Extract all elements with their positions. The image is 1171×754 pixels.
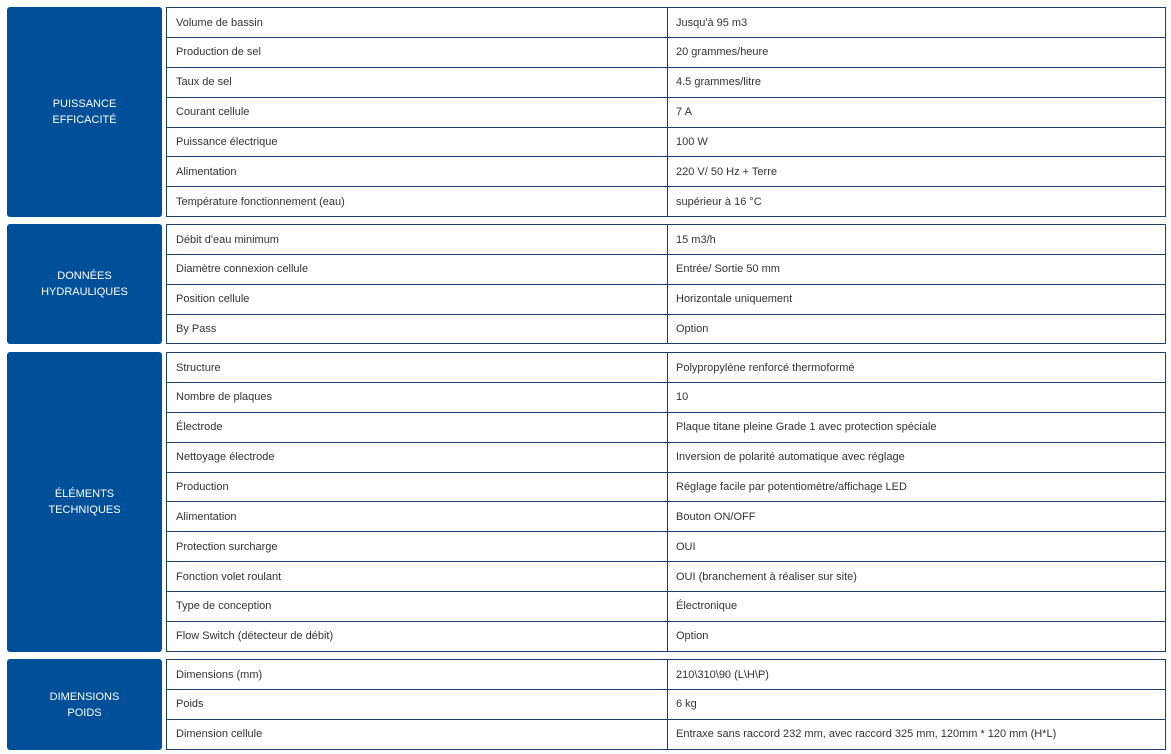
spec-name: Protection surcharge	[176, 540, 278, 553]
spec-rows	[166, 352, 1166, 652]
spec-value: supérieur à 16 °C	[667, 187, 1161, 216]
spec-value: Option	[667, 622, 1161, 651]
table-row	[167, 254, 1165, 284]
category-label-line: DONNÉES	[57, 270, 112, 282]
spec-value: OUI (branchement à réaliser sur site)	[667, 562, 1161, 591]
spec-name: Poids	[176, 698, 204, 711]
spec-name: Flow Switch (détecteur de débit)	[176, 630, 334, 643]
table-row	[167, 314, 1165, 344]
table-row	[167, 719, 1165, 749]
table-row	[167, 531, 1165, 561]
spec-name: Débit d'eau minimum	[176, 233, 279, 246]
spec-value: Polypropylène renforcé thermoformé	[667, 353, 1161, 382]
spec-name: Position cellule	[176, 293, 250, 306]
spec-value: 210\310\90 (L\H\P)	[667, 660, 1161, 689]
spec-rows	[166, 7, 1166, 217]
spec-name: Nettoyage électrode	[176, 451, 275, 464]
spec-name: Température fonctionnement (eau)	[176, 195, 345, 208]
spec-value: 7 A	[667, 98, 1161, 127]
table-row	[167, 67, 1165, 97]
category-label-line: TECHNIQUES	[48, 504, 121, 516]
spec-name: Volume de bassin	[176, 16, 263, 29]
table-row	[167, 472, 1165, 502]
category-label-line: DIMENSIONS	[49, 690, 120, 703]
spec-value: Jusqu'à 95 m3	[667, 8, 1161, 37]
spec-value: Réglage facile par potentiomètre/affichage LED	[667, 473, 1161, 502]
spec-value: 20 grammes/heure	[667, 38, 1161, 67]
spec-name: Dimensions (mm)	[176, 668, 263, 681]
category-label-line: PUISSANCE	[52, 98, 117, 110]
spec-value: 15 m3/h	[667, 225, 1161, 254]
table-row	[167, 156, 1165, 186]
spec-name: Électrode	[176, 421, 223, 434]
spec-value: 100 W	[667, 128, 1161, 157]
table-row	[167, 127, 1165, 157]
spec-name: Alimentation	[176, 165, 237, 178]
table-row	[167, 37, 1165, 67]
spec-value: Inversion de polarité automatique avec réglage	[667, 443, 1161, 472]
spec-value: Entraxe sans raccord 232 mm, avec raccord 325 mm, 120mm * 120 mm (H*L)	[667, 720, 1161, 749]
spec-name: Type de conception	[176, 600, 272, 613]
table-row	[167, 591, 1165, 621]
category-label-line: POIDS	[67, 706, 102, 719]
table-row	[167, 689, 1165, 719]
category-label	[7, 659, 162, 750]
spec-name: Production	[176, 481, 229, 493]
spec-value: Plaque titane pleine Grade 1 avec protection spéciale	[667, 413, 1161, 442]
table-row	[167, 8, 1165, 37]
spec-name: Dimension cellule	[176, 728, 263, 741]
category-label-line: EFFICACITÉ	[52, 114, 117, 126]
spec-value: 6 kg	[667, 690, 1161, 719]
table-row	[167, 353, 1165, 382]
spec-value: 10	[667, 383, 1161, 412]
table-row	[167, 97, 1165, 127]
table-row	[167, 501, 1165, 531]
table-row	[167, 382, 1165, 412]
spec-section	[7, 7, 1166, 217]
spec-name: By Pass	[176, 323, 217, 336]
spec-value: Électronique	[667, 592, 1161, 621]
spec-value: 220 V/ 50 Hz + Terre	[667, 157, 1161, 186]
spec-section	[7, 224, 1166, 344]
spec-name: Puissance électrique	[176, 136, 278, 148]
spec-rows	[166, 659, 1166, 750]
spec-section	[7, 659, 1166, 750]
table-row	[167, 442, 1165, 472]
category-label-line: HYDRAULIQUES	[41, 286, 128, 298]
table-row	[167, 412, 1165, 442]
table-row	[167, 225, 1165, 254]
spec-value: Bouton ON/OFF	[667, 502, 1161, 531]
spec-name: Production de sel	[176, 46, 261, 59]
table-row	[167, 660, 1165, 689]
table-row	[167, 561, 1165, 591]
spec-value: Option	[667, 315, 1161, 344]
spec-name: Structure	[176, 361, 221, 374]
spec-value: Entrée/ Sortie 50 mm	[667, 255, 1161, 284]
spec-name: Fonction volet roulant	[176, 570, 282, 583]
spec-rows	[166, 224, 1166, 344]
spec-section	[7, 352, 1166, 652]
spec-name: Courant cellule	[176, 106, 250, 119]
table-row	[167, 186, 1165, 216]
category-label	[7, 7, 162, 217]
spec-name: Nombre de plaques	[176, 391, 273, 404]
table-row	[167, 284, 1165, 314]
category-label-line: ÉLÉMENTS	[54, 488, 115, 500]
spec-name: Taux de sel	[176, 76, 232, 89]
spec-name: Diamètre connexion cellule	[176, 263, 309, 276]
table-row	[167, 621, 1165, 651]
category-label	[7, 224, 162, 344]
spec-value: Horizontale uniquement	[667, 285, 1161, 314]
spec-value: OUI	[667, 532, 1161, 561]
spec-value: 4.5 grammes/litre	[667, 68, 1161, 97]
spec-name: Alimentation	[176, 510, 237, 523]
category-label	[7, 352, 162, 652]
